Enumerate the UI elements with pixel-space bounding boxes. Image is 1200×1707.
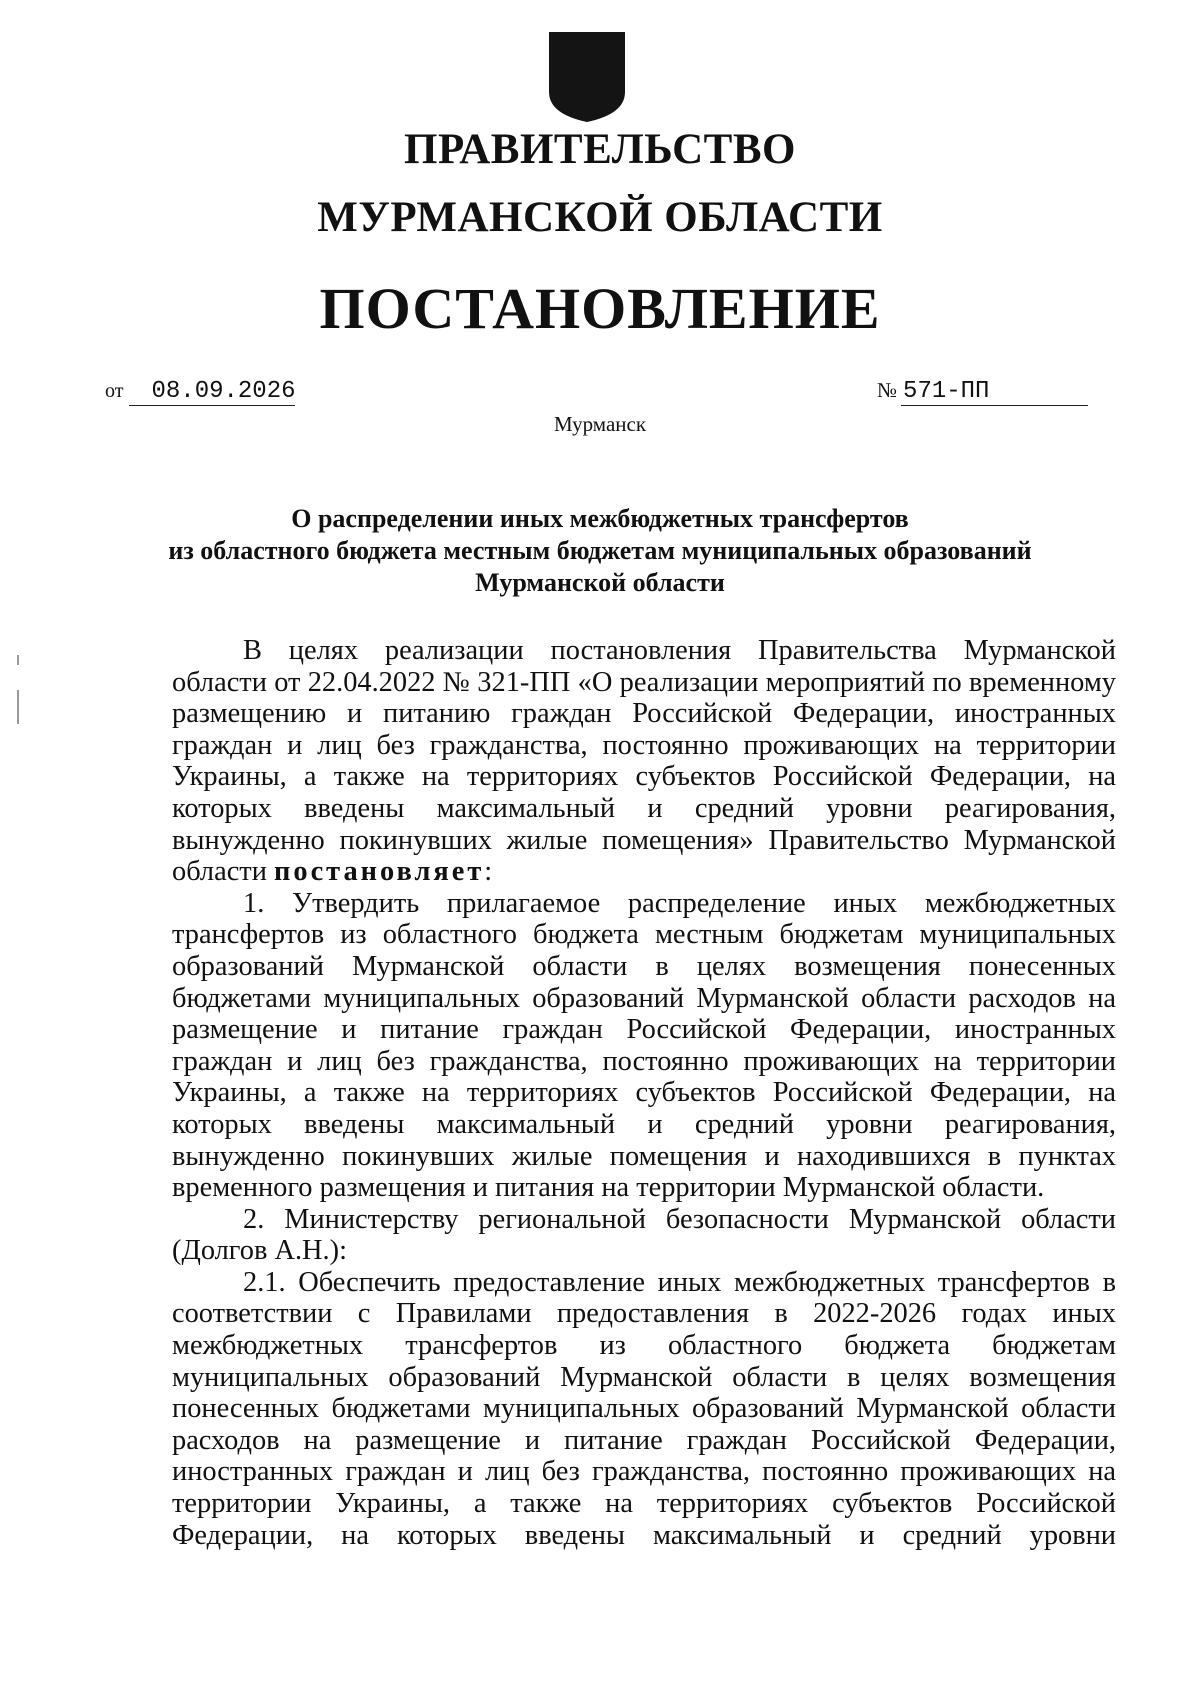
document-number xyxy=(877,378,1088,406)
preamble-text: В целях реализации постановления Правительства Мурманской области от 22.04.2022 № 321-ПП «О реализации мероприятий по временному размещению и питанию граждан Российской Федерации, иностранных граждан и лиц без гражданства, постоянно проживающих на территории Украины, а также на территориях субъектов Российской Федерации, на которых введены максимальный и средний уровни реагирования, вынужденно покинувших жилые помещения» Правительство Мурманской области xyxy=(172,635,1116,888)
preamble-colon: : xyxy=(484,856,493,888)
clause-paragraph: 1. Утвердить прилагаемое распределение иных межбюджетных трансфертов из областного бюджета местным бюджетам муниципальных образований Мурманской области в целях возмещения понесенных бюджетами муниципальных образований Мурманской области расходов на размещение и питание граждан Российской Федерации, иностранных граждан и лиц без гражданства, постоянно проживающих на территории Украины, а также на территориях субъектов Российской Федерации, на которых введены максимальный и средний уровни реагирования, вынужденно покинувших жилые помещения и находившихся в пунктах временного размещения и питания на территории Мурманской области. xyxy=(172,887,1116,1204)
clause-paragraph: 2.1. Обеспечить предоставление иных межбюджетных трансфертов в соответствии с Правилами предоставления в 2022-2026 годах иных межбюджетных трансфертов из областного бюджета бюджетам муниципальных образований Мурманской области в целях возмещения понесенных бюджетами муниципальных образований Мурманской области расходов на размещение и питание граждан Российской Федерации, иностранных граждан и лиц без гражданства, постоянно проживающих на территории Украины, а также на территориях субъектов Российской Федерации, на которых введены максимальный и средний уровни xyxy=(172,1266,1116,1551)
title-line: Мурманской области xyxy=(475,568,725,597)
scan-margin-mark xyxy=(17,655,19,665)
title-line: О распределении иных межбюджетных трансфертов xyxy=(291,504,909,533)
document-date xyxy=(105,378,295,406)
document-title xyxy=(100,503,1100,599)
date-label: от xyxy=(105,380,124,402)
number-value: 571-ПП xyxy=(901,378,1088,406)
preamble-paragraph xyxy=(172,635,1116,888)
organization-name-line2: МУРМАНСКОЙ ОБЛАСТИ xyxy=(317,194,883,241)
city-name: Мурманск xyxy=(553,412,647,436)
clause-paragraph: 2. Министерству региональной безопасности Мурманской области (Долгов А.Н.): xyxy=(172,1203,1116,1267)
organization-name-line1: ПРАВИТЕЛЬСТВО xyxy=(404,126,796,173)
date-value: 08.09.2026 xyxy=(129,378,295,406)
document-type: ПОСТАНОВЛЕНИЕ xyxy=(319,276,881,341)
scan-margin-mark xyxy=(17,690,19,724)
coat-of-arms-emblem xyxy=(547,30,627,124)
number-label: № xyxy=(877,378,898,402)
resolution-verb: постановляет xyxy=(274,856,485,888)
document-body xyxy=(172,635,1116,1551)
title-line: из областного бюджета местным бюджетам муниципальных образований xyxy=(168,536,1032,565)
